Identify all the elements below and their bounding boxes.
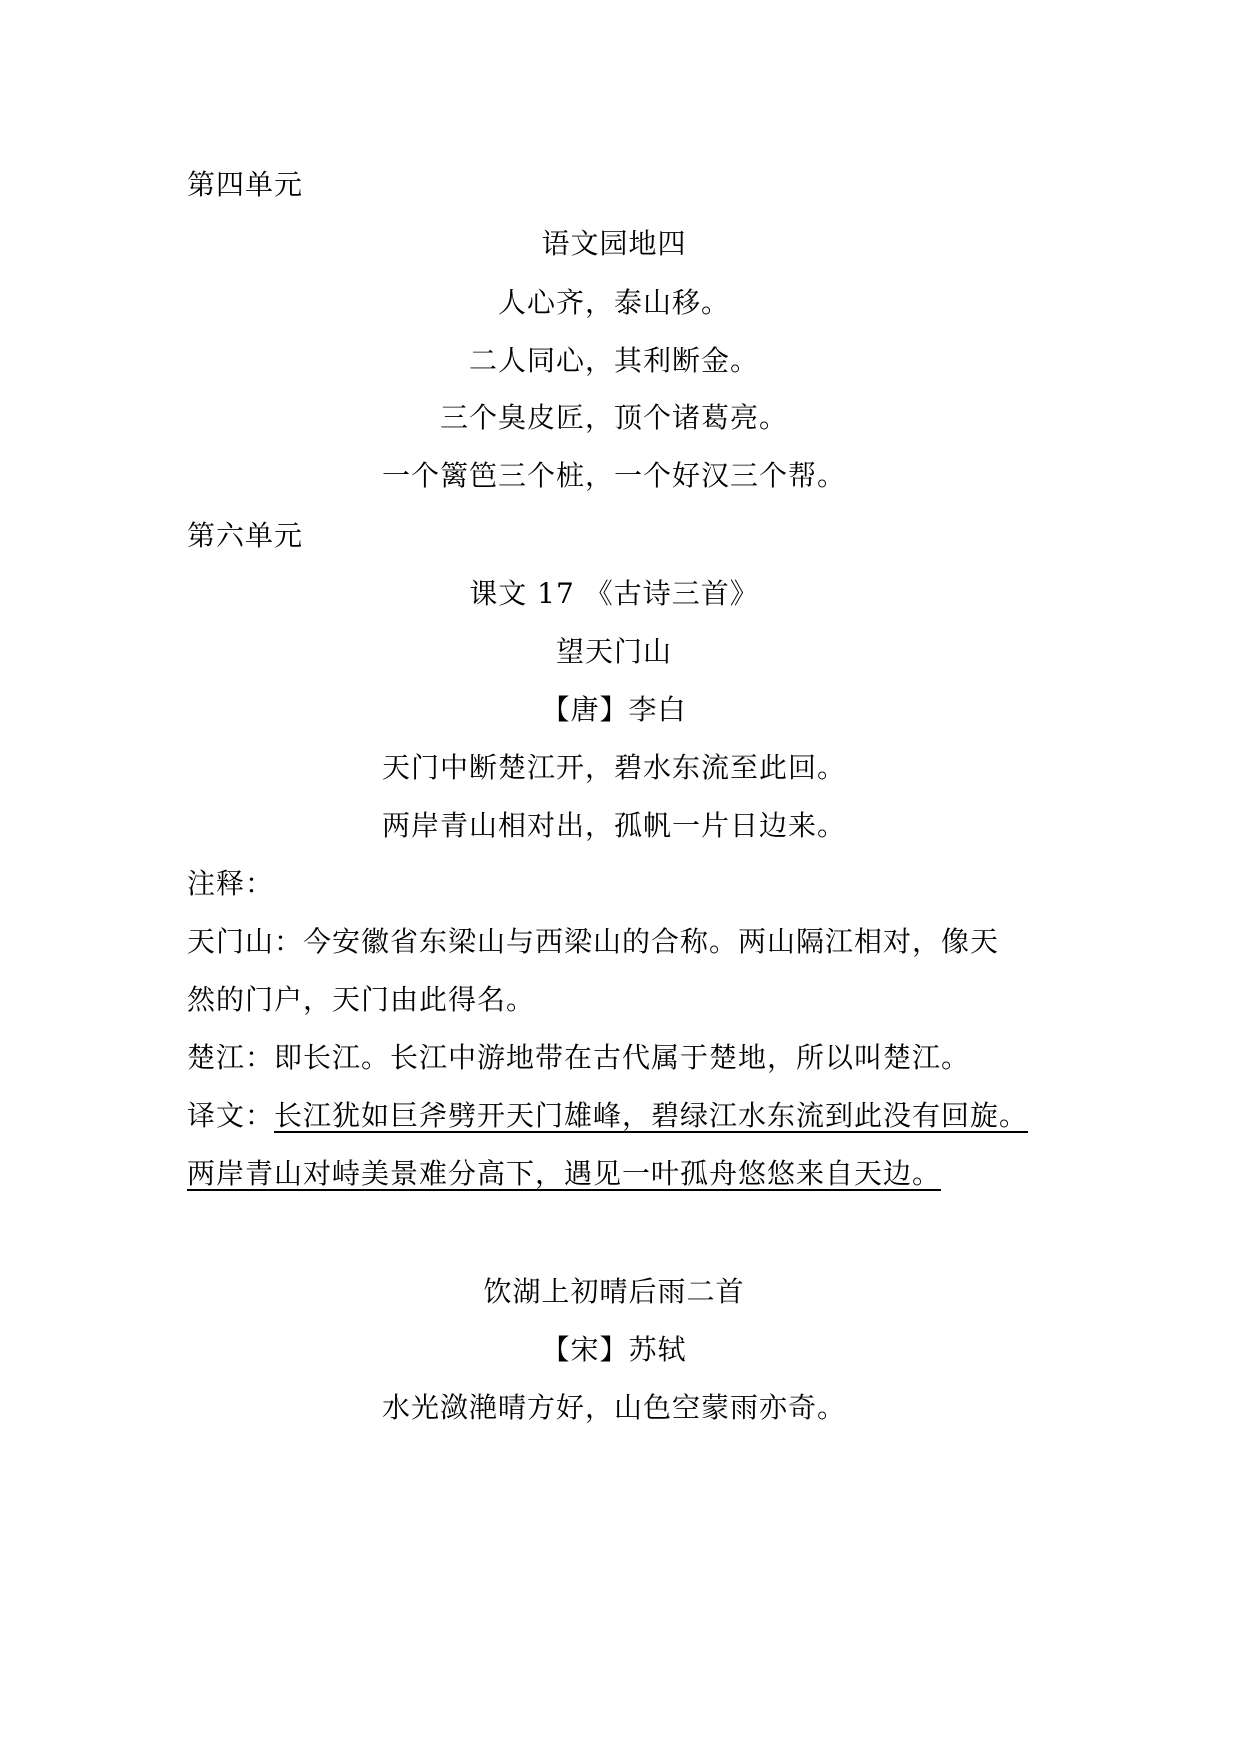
- saying-3: 三个臭皮匠，顶个诸葛亮。: [439, 401, 788, 434]
- section-title: 语文园地四: [541, 227, 687, 260]
- translation-text-1: 长江犹如巨斧劈开天门雄峰，碧绿江水东流到此没有回旋。: [274, 1099, 1029, 1132]
- note2: 楚江：即长江。长江中游地带在古代属于楚地，所以叫楚江。: [187, 1041, 971, 1074]
- translation-label: 译文：: [187, 1099, 275, 1132]
- unit4-heading: 第四单元: [187, 168, 304, 201]
- poem1-line-2: 两岸青山相对出，孤帆一片日边来。: [381, 809, 846, 842]
- unit6-heading: 第六单元: [187, 519, 304, 552]
- poem2-title: 饮湖上初晴后雨二首: [483, 1275, 745, 1308]
- poem2-author: 【宋】苏轼: [541, 1333, 687, 1366]
- saying-2: 二人同心，其利断金。: [468, 344, 759, 377]
- poem1-title: 望天门山: [555, 635, 672, 668]
- translation-line-1: [187, 1096, 1087, 1136]
- saying-1: 人心齐，泰山移。: [497, 286, 730, 319]
- note1-line-2: 然的门户，天门由此得名。: [187, 983, 536, 1016]
- poem1-author: 【唐】李白: [541, 693, 687, 726]
- lesson-title: 课文 17 《古诗三首》: [469, 577, 759, 610]
- saying-4: 一个篱笆三个桩，一个好汉三个帮。: [381, 459, 846, 492]
- poem2-line-1: 水光潋滟晴方好，山色空蒙雨亦奇。: [381, 1391, 846, 1424]
- note1-line-1: 天门山：今安徽省东梁山与西梁山的合称。两山隔江相对，像天: [187, 925, 1000, 958]
- poem1-line-1: 天门中断楚江开，碧水东流至此回。: [381, 751, 846, 784]
- notes-label: 注释：: [187, 867, 275, 900]
- translation-text-2: 两岸青山对峙美景难分高下，遇见一叶孤舟悠悠来自天边。: [187, 1157, 942, 1190]
- translation-line-2: [187, 1154, 1087, 1194]
